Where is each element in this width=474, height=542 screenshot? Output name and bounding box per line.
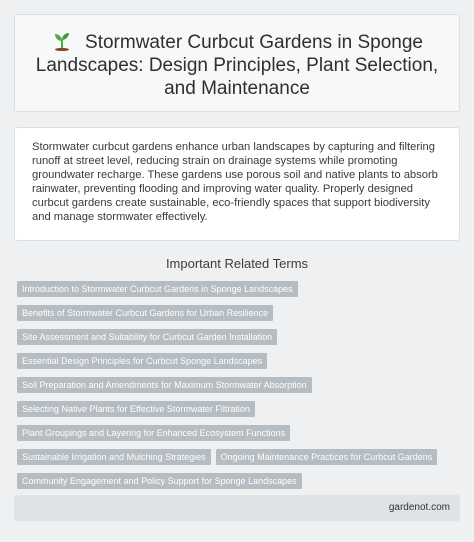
footer-site-link[interactable]: gardenot.com (388, 502, 450, 513)
page-title (25, 31, 449, 100)
page-title-text: Stormwater Curbcut Gardens in Sponge Landscapes: Design Principles, Plant Selection, and Maintenance (35, 32, 439, 99)
footer (14, 495, 460, 521)
related-term-tag[interactable]: Essential Design Principles for Curbcut Sponge Landscapes (17, 353, 267, 369)
description-text: Stormwater curbcut gardens enhance urban landscapes by capturing and filtering runoff at street level, reducing strain on drainage systems while promoting groundwater recharge. These gardens use porous soil and native plants to absorb rainwater, preventing flooding and improving water quality. Properly designed curbcut gardens create sustainable, eco-friendly spaces that support biodiversity and manage stormwater effectively. (32, 141, 438, 223)
related-term-tag[interactable]: Plant Groupings and Layering for Enhanced Ecosystem Functions (17, 425, 290, 441)
related-terms-heading: Important Related Terms (165, 256, 309, 271)
related-terms-list (14, 281, 460, 489)
sprout-icon (51, 31, 73, 51)
related-term-tag[interactable]: Ongoing Maintenance Practices for Curbcut Gardens (216, 449, 438, 465)
related-term-tag[interactable]: Site Assessment and Suitability for Curbcut Garden Installation (17, 329, 277, 345)
related-term-tag[interactable]: Soil Preparation and Amendments for Maximum Stormwater Absorption (17, 377, 312, 393)
related-term-tag[interactable]: Benefits of Stormwater Curbcut Gardens for Urban Resilience (17, 305, 273, 321)
related-term-tag[interactable]: Sustainable Irrigation and Mulching Strategies (17, 449, 211, 465)
related-term-tag[interactable]: Selecting Native Plants for Effective Stormwater Filtration (17, 401, 255, 417)
related-term-tag[interactable]: Community Engagement and Policy Support for Sponge Landscapes (17, 473, 302, 489)
related-term-tag[interactable]: Introduction to Stormwater Curbcut Gardens in Sponge Landscapes (17, 281, 298, 297)
description-card (14, 127, 460, 241)
title-card (14, 14, 460, 112)
